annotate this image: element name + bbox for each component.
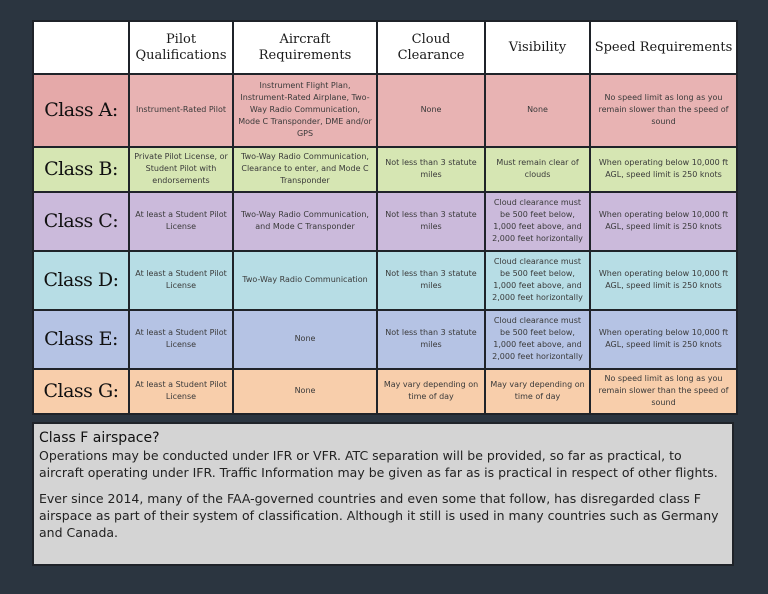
class-label: Class E: (33, 310, 129, 369)
aircraft-requirements-cell: Two-Way Radio Communication, Clearance to enter, and Mode C Transponder (233, 147, 377, 192)
aircraft-requirements-cell: Two-Way Radio Communication, and Mode C Transponder (233, 192, 377, 251)
class-label: Class C: (33, 192, 129, 251)
class-label: Class D: (33, 251, 129, 310)
airspace-classes-table (32, 20, 738, 415)
visibility-cell: May vary depending on time of day (485, 369, 590, 414)
pilot-qualifications-cell: Instrument-Rated Pilot (129, 74, 233, 147)
header-corner (33, 21, 129, 74)
table-row-class-a (33, 74, 737, 147)
pilot-qualifications-cell: At least a Student Pilot License (129, 369, 233, 414)
speed-requirements-cell: When operating below 10,000 ft AGL, speed limit is 250 knots (590, 310, 737, 369)
table-row-class-b (33, 147, 737, 192)
table-row-class-g (33, 369, 737, 414)
pilot-qualifications-cell: At least a Student Pilot License (129, 251, 233, 310)
visibility-cell: Must remain clear of clouds (485, 147, 590, 192)
header-aircraft-requirements: Aircraft Requirements (233, 21, 377, 74)
class-label: Class G: (33, 369, 129, 414)
class-f-note-box (32, 422, 734, 566)
table-row-class-d (33, 251, 737, 310)
visibility-cell: Cloud clearance must be 500 feet below, 1,000 feet above, and 2,000 feet horizontally (485, 251, 590, 310)
class-label: Class B: (33, 147, 129, 192)
pilot-qualifications-cell: At least a Student Pilot License (129, 192, 233, 251)
cloud-clearance-cell: Not less than 3 statute miles (377, 192, 485, 251)
visibility-cell: None (485, 74, 590, 147)
note-paragraph-operations: Operations may be conducted under IFR or VFR. ATC separation will be provided, so far as practical, to aircraft operating under IFR. Traffic Information may be given as far as is practical in respect of other flights. (39, 448, 718, 480)
pilot-qualifications-cell: At least a Student Pilot License (129, 310, 233, 369)
pilot-qualifications-cell: Private Pilot License, or Student Pilot with endorsements (129, 147, 233, 192)
header-cloud-clearance: Cloud Clearance (377, 21, 485, 74)
cloud-clearance-cell: Not less than 3 statute miles (377, 310, 485, 369)
cloud-clearance-cell: Not less than 3 statute miles (377, 147, 485, 192)
note-paragraph-history: Ever since 2014, many of the FAA-governed countries and even some that follow, has disregarded class F airspace as part of their system of classification. Although it still is used in many countries such as Germany and Canada. (39, 491, 719, 540)
table-row-class-e (33, 310, 737, 369)
speed-requirements-cell: When operating below 10,000 ft AGL, speed limit is 250 knots (590, 192, 737, 251)
aircraft-requirements-cell: None (233, 310, 377, 369)
aircraft-requirements-cell: Two-Way Radio Communication (233, 251, 377, 310)
cloud-clearance-cell: Not less than 3 statute miles (377, 251, 485, 310)
cloud-clearance-cell: May vary depending on time of day (377, 369, 485, 414)
header-pilot-qualifications: Pilot Qualifications (129, 21, 233, 74)
class-label: Class A: (33, 74, 129, 147)
aircraft-requirements-cell: None (233, 369, 377, 414)
visibility-cell: Cloud clearance must be 500 feet below, 1,000 feet above, and 2,000 feet horizontally (485, 310, 590, 369)
speed-requirements-cell: When operating below 10,000 ft AGL, speed limit is 250 knots (590, 251, 737, 310)
header-row (33, 21, 737, 74)
header-visibility: Visibility (485, 21, 590, 74)
speed-requirements-cell: No speed limit as long as you remain slower than the speed of sound (590, 74, 737, 147)
visibility-cell: Cloud clearance must be 500 feet below, 1,000 feet above, and 2,000 feet horizontally (485, 192, 590, 251)
cloud-clearance-cell: None (377, 74, 485, 147)
table-row-class-c (33, 192, 737, 251)
speed-requirements-cell: No speed limit as long as you remain slower than the speed of sound (590, 369, 737, 414)
aircraft-requirements-cell: Instrument Flight Plan, Instrument-Rated Airplane, Two-Way Radio Communication, Mode C Transponder, DME and/or GPS (233, 74, 377, 147)
note-title: Class F airspace? (39, 430, 160, 446)
speed-requirements-cell: When operating below 10,000 ft AGL, speed limit is 250 knots (590, 147, 737, 192)
header-speed-requirements: Speed Requirements (590, 21, 737, 74)
